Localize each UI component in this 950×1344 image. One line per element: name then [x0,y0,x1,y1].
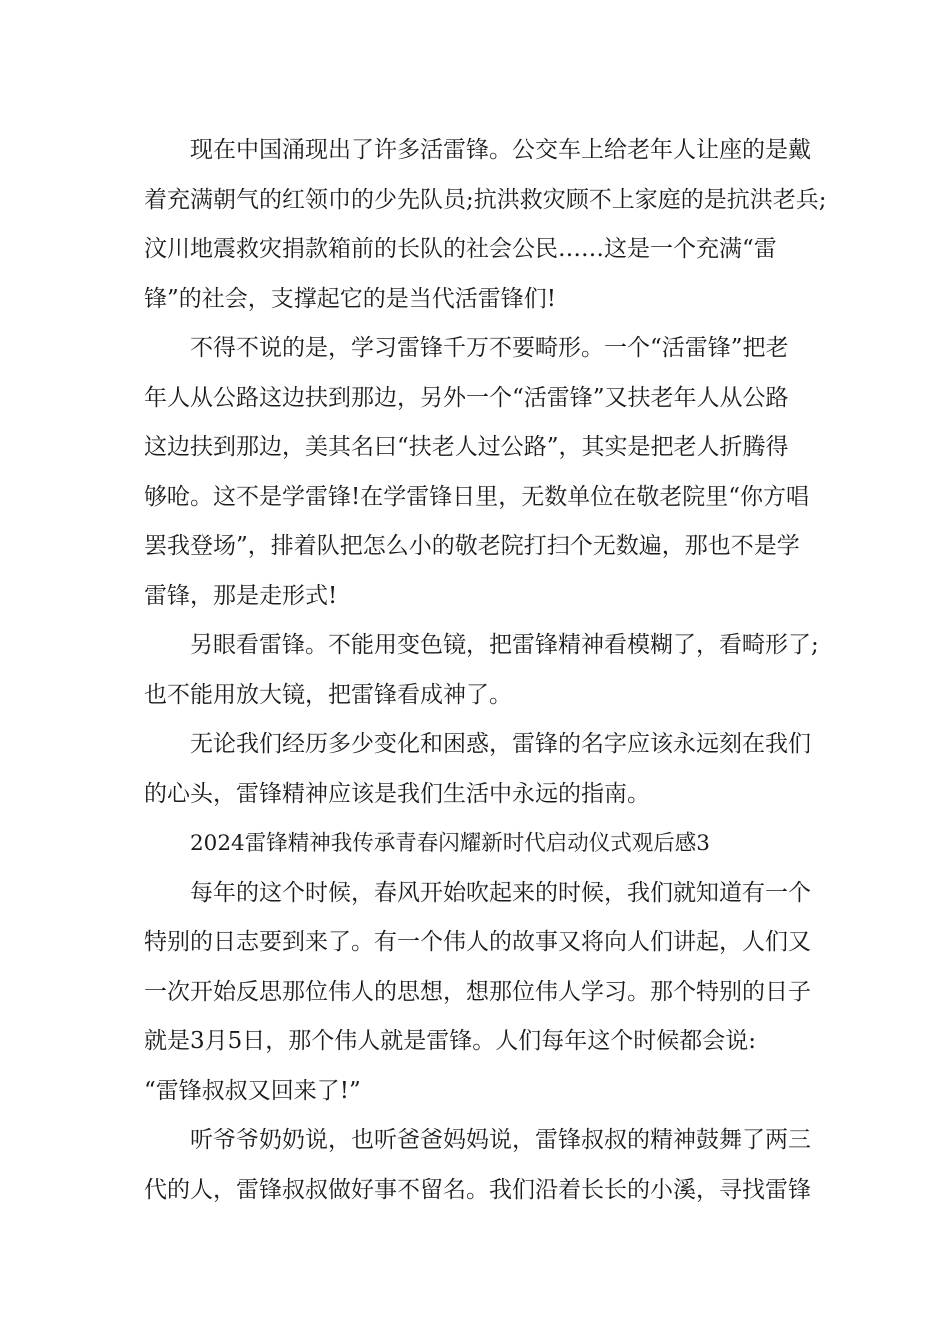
paragraph-grandparents [144,1116,811,1215]
text-line: 每年的这个时候，春风开始吹起来的时候，我们就知道有一个 [190,879,811,906]
section-heading: 2024雷锋精神我传承青春闪耀新时代启动仪式观后感3 [190,831,710,856]
text-line: 够呛。这不是学雷锋!在学雷锋日里，无数单位在敬老院里“你方唱 [144,483,810,510]
text-line: 汶川地震救灾捐款箱前的长队的社会公民……这是一个充满“雷 [144,236,777,262]
text-line: 就是3月5日，那个伟人就是雷锋。人们每年这个时候都会说: [144,1028,757,1054]
text-line: “雷锋叔叔又回来了!” [144,1077,361,1104]
text-line: 的心头，雷锋精神应该是我们生活中永远的指南。 [144,780,650,807]
text-line: 特别的日志要到来了。有一个伟人的故事又将向人们讲起，人们又 [144,929,811,955]
paragraph-march-fifth [144,869,811,1117]
paragraph-living-leifeng [144,126,827,324]
document-body [144,126,827,1215]
text-line: 罢我登场”，排着队把怎么小的敬老院打扫个无数遍，那也不是学 [144,533,800,559]
text-line: 这边扶到那边，美其名曰“扶老人过公路”，其实是把老人折腾得 [144,434,789,460]
paragraph-no-deformity [144,324,808,621]
text-line: 雷锋，那是走形式! [144,582,338,609]
text-line: 代的人，雷锋叔叔做好事不留名。我们沿着长长的小溪，寻找雷锋 [144,1176,811,1203]
paragraph-guide [144,720,811,819]
text-line: 一次开始反思那位伟人的思想，想那位伟人学习。那个特别的日子 [144,978,811,1005]
text-line: 无论我们经历多少变化和困惑，雷锋的名字应该永远刻在我们 [190,731,811,757]
text-line: 年人从公路这边扶到那边，另外一个“活雷锋”又扶老年人从公路 [144,384,789,411]
text-line: 另眼看雷锋。不能用变色镜，把雷锋精神看模糊了，看畸形了; [190,632,819,658]
text-line: 锋”的社会，支撑起它的是当代活雷锋们! [144,285,557,312]
text-line: 不得不说的是，学习雷锋千万不要畸形。一个“活雷锋”把老 [190,335,789,361]
text-line: 现在中国涌现出了许多活雷锋。公交车上给老年人让座的是戴 [190,137,811,163]
text-line: 也不能用放大镜，把雷锋看成神了。 [144,681,512,708]
text-line: 听爷爷奶奶说，也听爸爸妈妈说，雷锋叔叔的精神鼓舞了两三 [190,1127,811,1153]
text-line: 着充满朝气的红领巾的少先队员;抗洪救灾顾不上家庭的是抗洪老兵; [144,186,827,213]
paragraph-view-leifeng [144,621,819,720]
